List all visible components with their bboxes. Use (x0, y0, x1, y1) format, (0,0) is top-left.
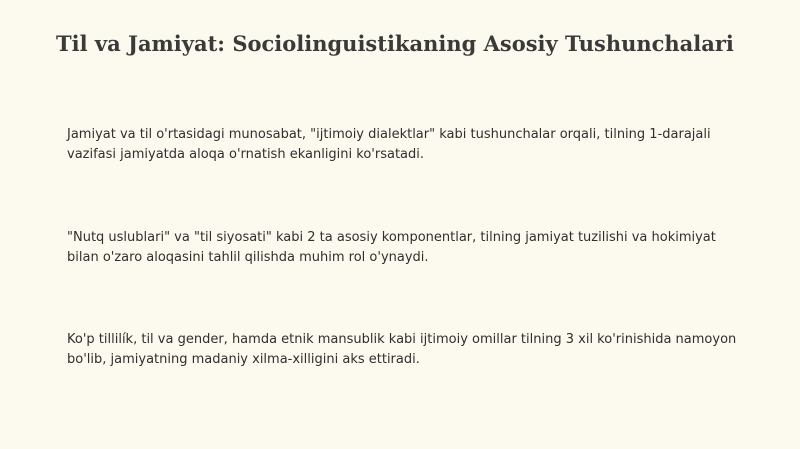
slide-title: Til va Jamiyat: Sociolinguistikaning Asosiy Tushunchalari (56, 31, 734, 56)
paragraph-speech-styles: "Nutq uslublari" va "til siyosati" kabi 2 ta asosiy komponentlar, tilning jamiyat tuzilishi va hokimiyat bilan o'zaro aloqasini tahlil qilishda muhim rol o'ynaydi. (67, 230, 716, 265)
paragraph-social-factors: Ko'p tillilík, til va gender, hamda etnik mansublik kabi ijtimoiy omillar tilning 3 xil ko'rinishida namoyon bo'lib, jamiyatning madaniy xilma-xilligini aks ettiradi. (67, 332, 737, 367)
paragraph-social-dialects: Jamiyat va til o'rtasidagi munosabat, "ijtimoiy dialektlar" kabi tushunchalar orqali, tilning 1-darajali vazifasi jamiyatda aloqa o'rnatish ekanligini ko'rsatadi. (67, 127, 711, 162)
